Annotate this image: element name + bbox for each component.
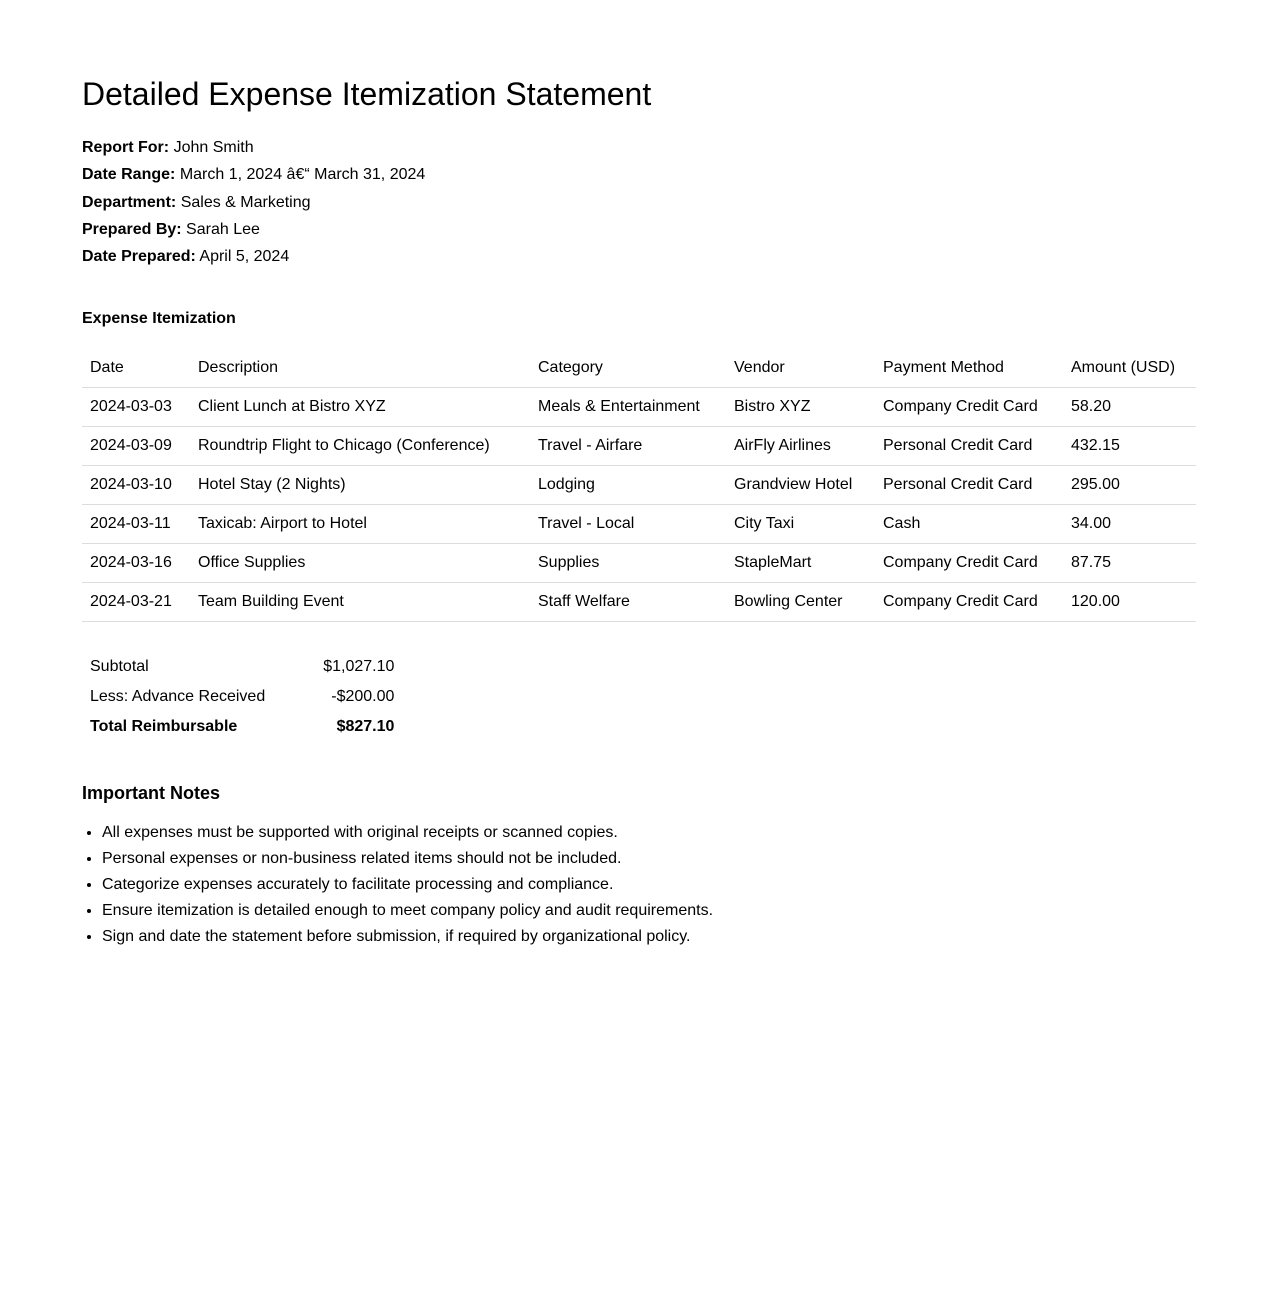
cell-vendor: City Taxi [726, 505, 875, 544]
table-row [82, 544, 1196, 583]
cell-date: 2024-03-11 [82, 505, 190, 544]
meta-label: Report For: [82, 139, 170, 156]
meta-prepared-by [82, 216, 1196, 243]
cell-payment-method: Company Credit Card [875, 544, 1063, 583]
cell-vendor: AirFly Airlines [726, 427, 875, 466]
column-header-date: Date [82, 349, 190, 388]
cell-category: Staff Welfare [530, 583, 726, 622]
column-header-payment-method: Payment Method [875, 349, 1063, 388]
meta-value: April 5, 2024 [199, 248, 290, 266]
cell-amount: 58.20 [1063, 388, 1196, 427]
cell-date: 2024-03-10 [82, 466, 190, 505]
notes-list [82, 820, 1196, 950]
cell-description: Office Supplies [190, 544, 530, 583]
meta-date-range [82, 161, 1196, 188]
total-value: $827.10 [336, 718, 395, 736]
cell-payment-method: Company Credit Card [875, 388, 1063, 427]
cell-payment-method: Personal Credit Card [875, 427, 1063, 466]
cell-category: Travel - Local [530, 505, 726, 544]
cell-description: Client Lunch at Bistro XYZ [190, 388, 530, 427]
column-header-vendor: Vendor [726, 349, 875, 388]
cell-payment-method: Cash [875, 505, 1063, 544]
cell-date: 2024-03-09 [82, 427, 190, 466]
cell-category: Meals & Entertainment [530, 388, 726, 427]
meta-label: Prepared By: [82, 220, 182, 238]
cell-amount: 34.00 [1063, 505, 1196, 544]
subtotal-value: $1,027.10 [323, 658, 395, 676]
cell-amount: 432.15 [1063, 427, 1196, 466]
column-header-amount: Amount (USD) [1063, 349, 1196, 388]
subtotal-row [82, 652, 402, 682]
column-header-description: Description [190, 349, 530, 388]
cell-category: Travel - Airfare [530, 427, 726, 466]
table-header-row [82, 349, 1196, 388]
advance-row [82, 682, 402, 712]
list-item: • Sign and date the statement before submission, if required by organizational policy. [102, 924, 1196, 950]
cell-payment-method: Personal Credit Card [875, 466, 1063, 505]
meta-label: Department: [82, 193, 177, 211]
table-row [82, 388, 1196, 427]
meta-label: Date Prepared: [82, 248, 196, 266]
cell-category: Supplies [530, 544, 726, 583]
meta-report-for [82, 134, 1196, 161]
meta-value: Sales & Marketing [180, 193, 311, 211]
advance-value: -$200.00 [331, 688, 395, 706]
list-item: • All expenses must be supported with original receipts or scanned copies. [102, 820, 1196, 846]
table-row [82, 466, 1196, 505]
cell-date: 2024-03-16 [82, 544, 190, 583]
summary-table [82, 652, 402, 742]
column-header-category: Category [530, 349, 726, 388]
total-label: Total Reimbursable [90, 718, 238, 736]
cell-description: Roundtrip Flight to Chicago (Conference) [190, 427, 530, 466]
cell-vendor: Bistro XYZ [726, 388, 875, 427]
cell-amount: 295.00 [1063, 466, 1196, 505]
cell-date: 2024-03-03 [82, 388, 190, 427]
meta-value: March 1, 2024 â€“ March 31, 2024 [179, 166, 426, 184]
cell-payment-method: Company Credit Card [875, 583, 1063, 622]
meta-date-prepared [82, 243, 1196, 270]
list-item: • Categorize expenses accurately to facilitate processing and compliance. [102, 872, 1196, 898]
meta-value: John Smith [173, 139, 254, 156]
page-title: Detailed Expense Itemization Statement [82, 76, 652, 112]
list-item: • Ensure itemization is detailed enough to meet company policy and audit requirements. [102, 898, 1196, 924]
table-row [82, 427, 1196, 466]
cell-description: Team Building Event [190, 583, 530, 622]
list-item: • Personal expenses or non-business related items should not be included. [102, 846, 1196, 872]
cell-category: Lodging [530, 466, 726, 505]
cell-vendor: Bowling Center [726, 583, 875, 622]
total-row [82, 712, 402, 742]
table-row [82, 583, 1196, 622]
meta-value: Sarah Lee [186, 220, 260, 238]
report-meta [82, 134, 1196, 270]
cell-vendor: StapleMart [726, 544, 875, 583]
cell-vendor: Grandview Hotel [726, 466, 875, 505]
meta-label: Date Range: [82, 166, 176, 184]
notes-heading: Important Notes [82, 783, 221, 804]
expense-table [82, 349, 1196, 622]
cell-description: Hotel Stay (2 Nights) [190, 466, 530, 505]
table-row [82, 505, 1196, 544]
cell-date: 2024-03-21 [82, 583, 190, 622]
cell-amount: 87.75 [1063, 544, 1196, 583]
itemization-heading: Expense Itemization [82, 310, 236, 328]
cell-amount: 120.00 [1063, 583, 1196, 622]
advance-label: Less: Advance Received [90, 688, 266, 706]
cell-description: Taxicab: Airport to Hotel [190, 505, 530, 544]
meta-department [82, 189, 1196, 216]
subtotal-label: Subtotal [90, 658, 149, 676]
